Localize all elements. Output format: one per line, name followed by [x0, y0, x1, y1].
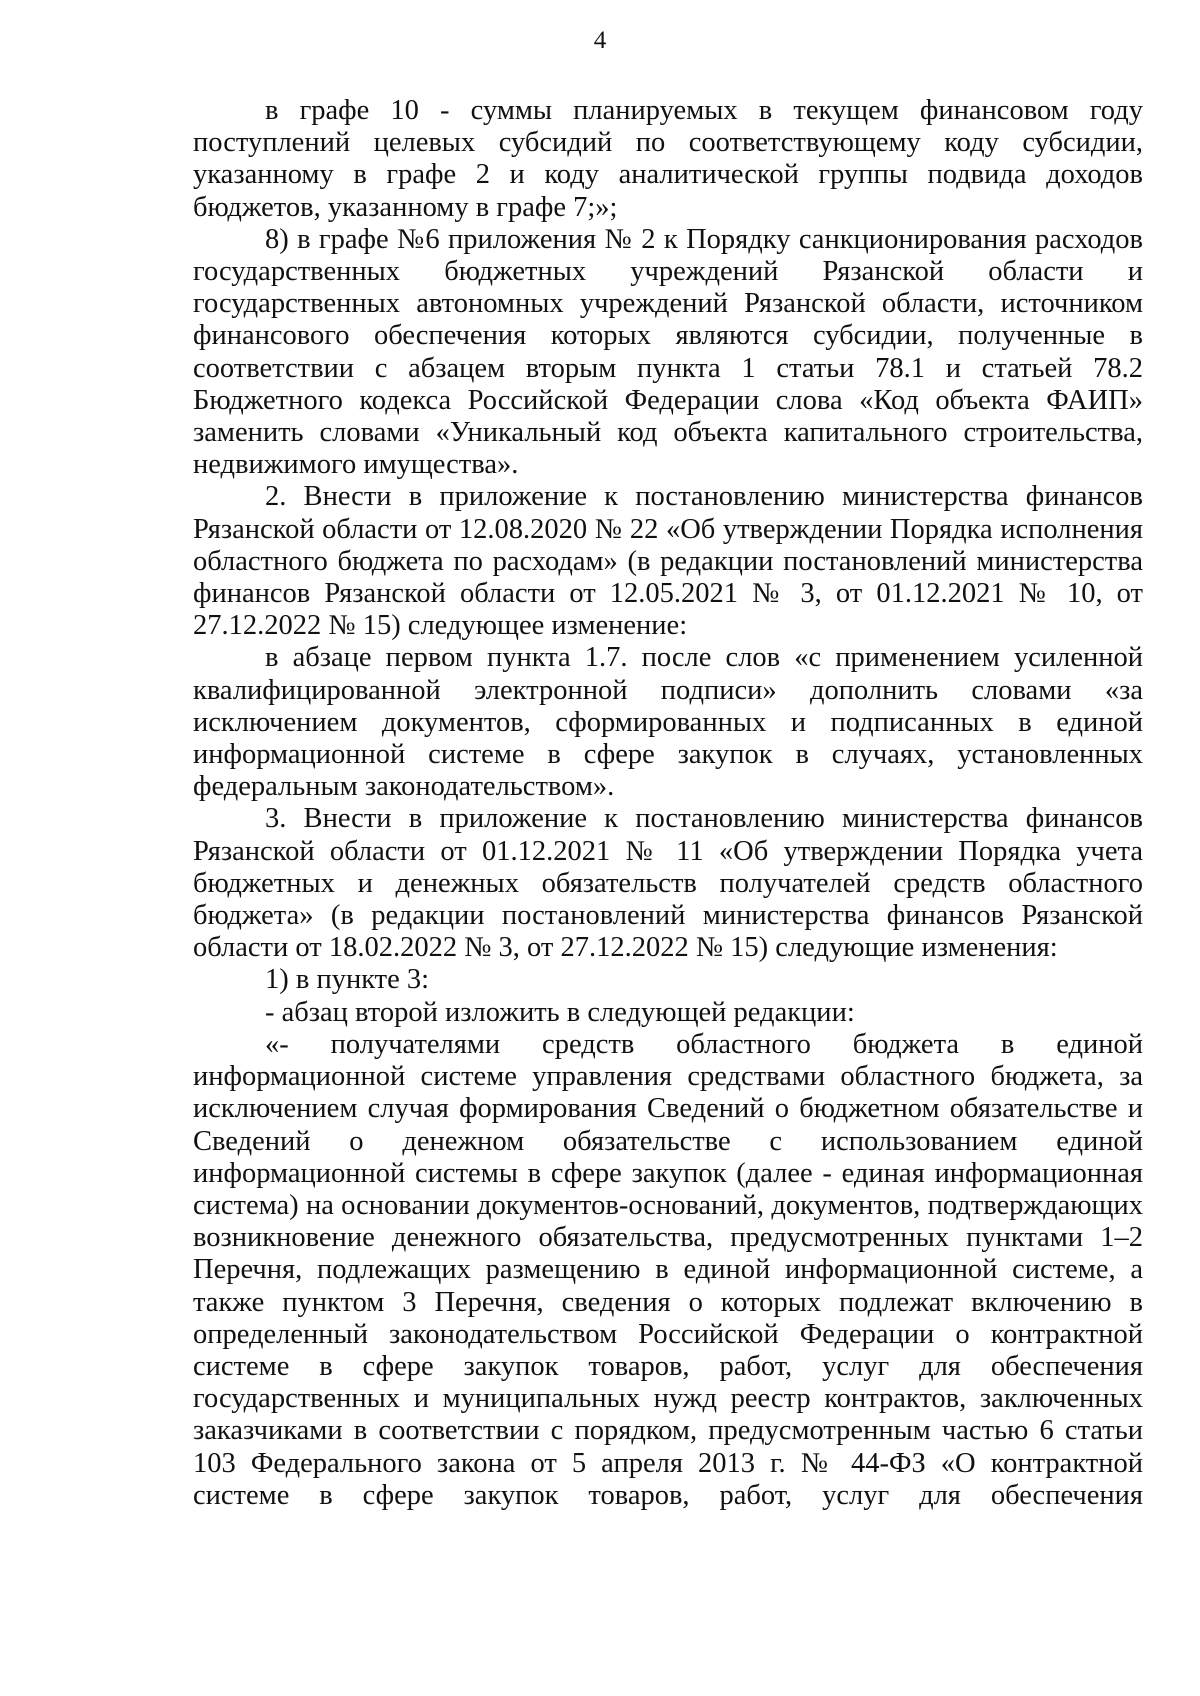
page-number: 4: [593, 27, 607, 54]
paragraph-section-2: 2. Внести в приложение к постановлению министерства финансов Рязанской области от 12.08.2020 № 22 «Об утверждении Порядка исполнения областного бюджета по расходам» (в редакции постановлений министерства финансов Рязанской области от 12.05.2021 № 3, от 01.12.2021 № 10, от 27.12.2022 № 15) следующее изменение:: [193, 481, 1143, 642]
paragraph-new-wording: «- получателями средств областного бюджета в единой информационной системе управления средствами областного бюджета, за исключением случая формирования Сведений о бюджетном обязательстве и Сведений о денежном обязательстве с использованием единой информационной системы в сфере закупок (далее - единая информационная система) на основании документов-оснований, документов, подтверждающих возникновение денежного обязательства, предусмотренных пунктами 1–2 Перечня, подлежащих размещению в единой информационной системе, а также пунктом 3 Перечня, сведения о которых подлежат включению в определенный законодательством Российской Федерации о контрактной системе в сфере закупок товаров, работ, услуг для обеспечения государственных и муниципальных нужд реестр контрактов, заключенных заказчиками в соответствии с порядком, предусмотренным частью 6 статьи 103 Федерального закона от 5 апреля 2013 г. № 44-ФЗ «О контрактной системе в сфере закупок товаров, работ, услуг для обеспечения: [193, 1028, 1143, 1511]
paragraph-item-1: 1) в пункте 3:: [265, 964, 430, 996]
paragraph-column-10: в графе 10 - суммы планируемых в текущем финансовом году поступлений целевых субсидий по соответствующему коду субсидии, указанному в графе 2 и коду аналитической группы подвида доходов бюджетов, указанному в графе 7;»;: [193, 95, 1143, 223]
paragraph-section-2-change: в абзаце первом пункта 1.7. после слов «с применением усиленной квалифицированной электронной подписи» дополнить словами «за исключением документов, сформированных и подписанных в единой информационной системе в сфере закупок в случаях, установленных федеральным законодательством».: [193, 642, 1143, 803]
document-body: [193, 95, 1143, 1512]
paragraph-section-3: 3. Внести в приложение к постановлению министерства финансов Рязанской области от 01.12.2021 № 11 «Об утверждении Порядка учета бюджетных и денежных обязательств получателей средств областного бюджета» (в редакции постановлений министерства финансов Рязанской области от 18.02.2022 № 3, от 27.12.2022 № 15) следующие изменения:: [193, 803, 1143, 964]
paragraph-second-abzac: - абзац второй изложить в следующей редакции:: [265, 996, 855, 1028]
paragraph-item-8: 8) в графе №6 приложения № 2 к Порядку санкционирования расходов государственных бюджетных учреждений Рязанской области и государственных автономных учреждений Рязанской области, источником финансового обеспечения которых являются субсидии, полученные в соответствии с абзацем вторым пункта 1 статьи 78.1 и статьей 78.2 Бюджетного кодекса Российской Федерации слова «Код объекта ФАИП» заменить словами «Уникальный код объекта капитального строительства, недвижимого имущества».: [193, 223, 1143, 481]
